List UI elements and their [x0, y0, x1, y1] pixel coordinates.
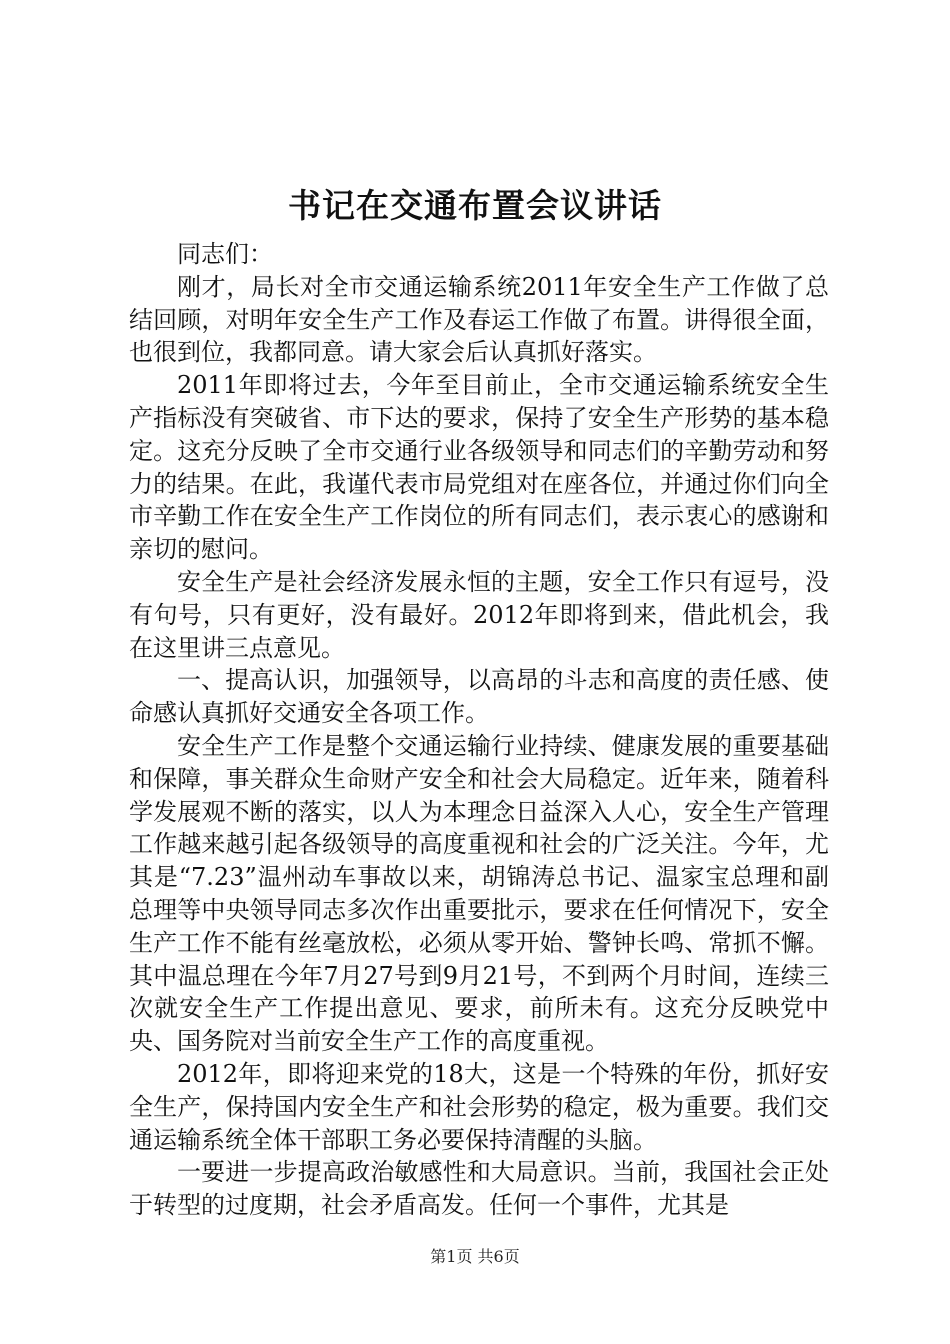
paragraph: 刚才，局长对全市交通运输系统2011年安全生产工作做了总结回顾，对明年安全生产工作及春运工作做了布置。讲得很全面，也很到位，我都同意。请大家会后认真抓好落实。 — [129, 272, 829, 367]
document-title: 书记在交通布置会议讲话 — [288, 186, 662, 225]
page-footer: 第1页 共6页 — [430, 1247, 520, 1266]
paragraph: 安全生产是社会经济发展永恒的主题，安全工作只有逗号，没有句号，只有更好，没有最好。2012年即将到来，借此机会，我在这里讲三点意见。 — [129, 567, 829, 662]
paragraph: 2012年，即将迎来党的18大，这是一个特殊的年份，抓好安全生产，保持国内安全生产和社会形势的稳定，极为重要。我们交通运输系统全体干部职工务必要保持清醒的头脑。 — [129, 1059, 829, 1154]
paragraph: 安全生产工作是整个交通运输行业持续、健康发展的重要基础和保障，事关群众生命财产安全和社会大局稳定。近年来，随着科学发展观不断的落实，以人为本理念日益深入人心，安全生产管理工作越来越引起各级领导的高度重视和社会的广泛关注。今年，尤其是“7.23”温州动车事故以来，胡锦涛总书记、温家宝总理和副总理等中央领导同志多次作出重要批示，要求在任何情况下，安全生产工作不能有丝毫放松，必须从零开始、警钟长鸣、常抓不懈。其中温总理在今年7月27号到9月21号，不到两个月时间，连续三次就安全生产工作提出意见、要求，前所未有。这充分反映党中央、国务院对当前安全生产工作的高度重视。 — [129, 731, 829, 1056]
paragraph: 2011年即将过去，今年至目前止，全市交通运输系统安全生产指标没有突破省、市下达的要求，保持了安全生产形势的基本稳定。这充分反映了全市交通行业各级领导和同志们的辛勤劳动和努力的结果。在此，我谨代表市局党组对在座各位，并通过你们向全市辛勤工作在安全生产工作岗位的所有同志们，表示衷心的感谢和亲切的慰问。 — [129, 371, 829, 564]
section-heading: 一、提高认识，加强领导，以高昂的斗志和高度的责任感、使命感认真抓好交通安全各项工作。 — [129, 666, 829, 728]
paragraph: 一要进一步提高政治敏感性和大局意识。当前，我国社会正处于转型的过度期，社会矛盾高发。任何一个事件，尤其是 — [129, 1158, 829, 1220]
salutation: 同志们： — [177, 240, 273, 268]
document-body — [129, 238, 829, 1222]
